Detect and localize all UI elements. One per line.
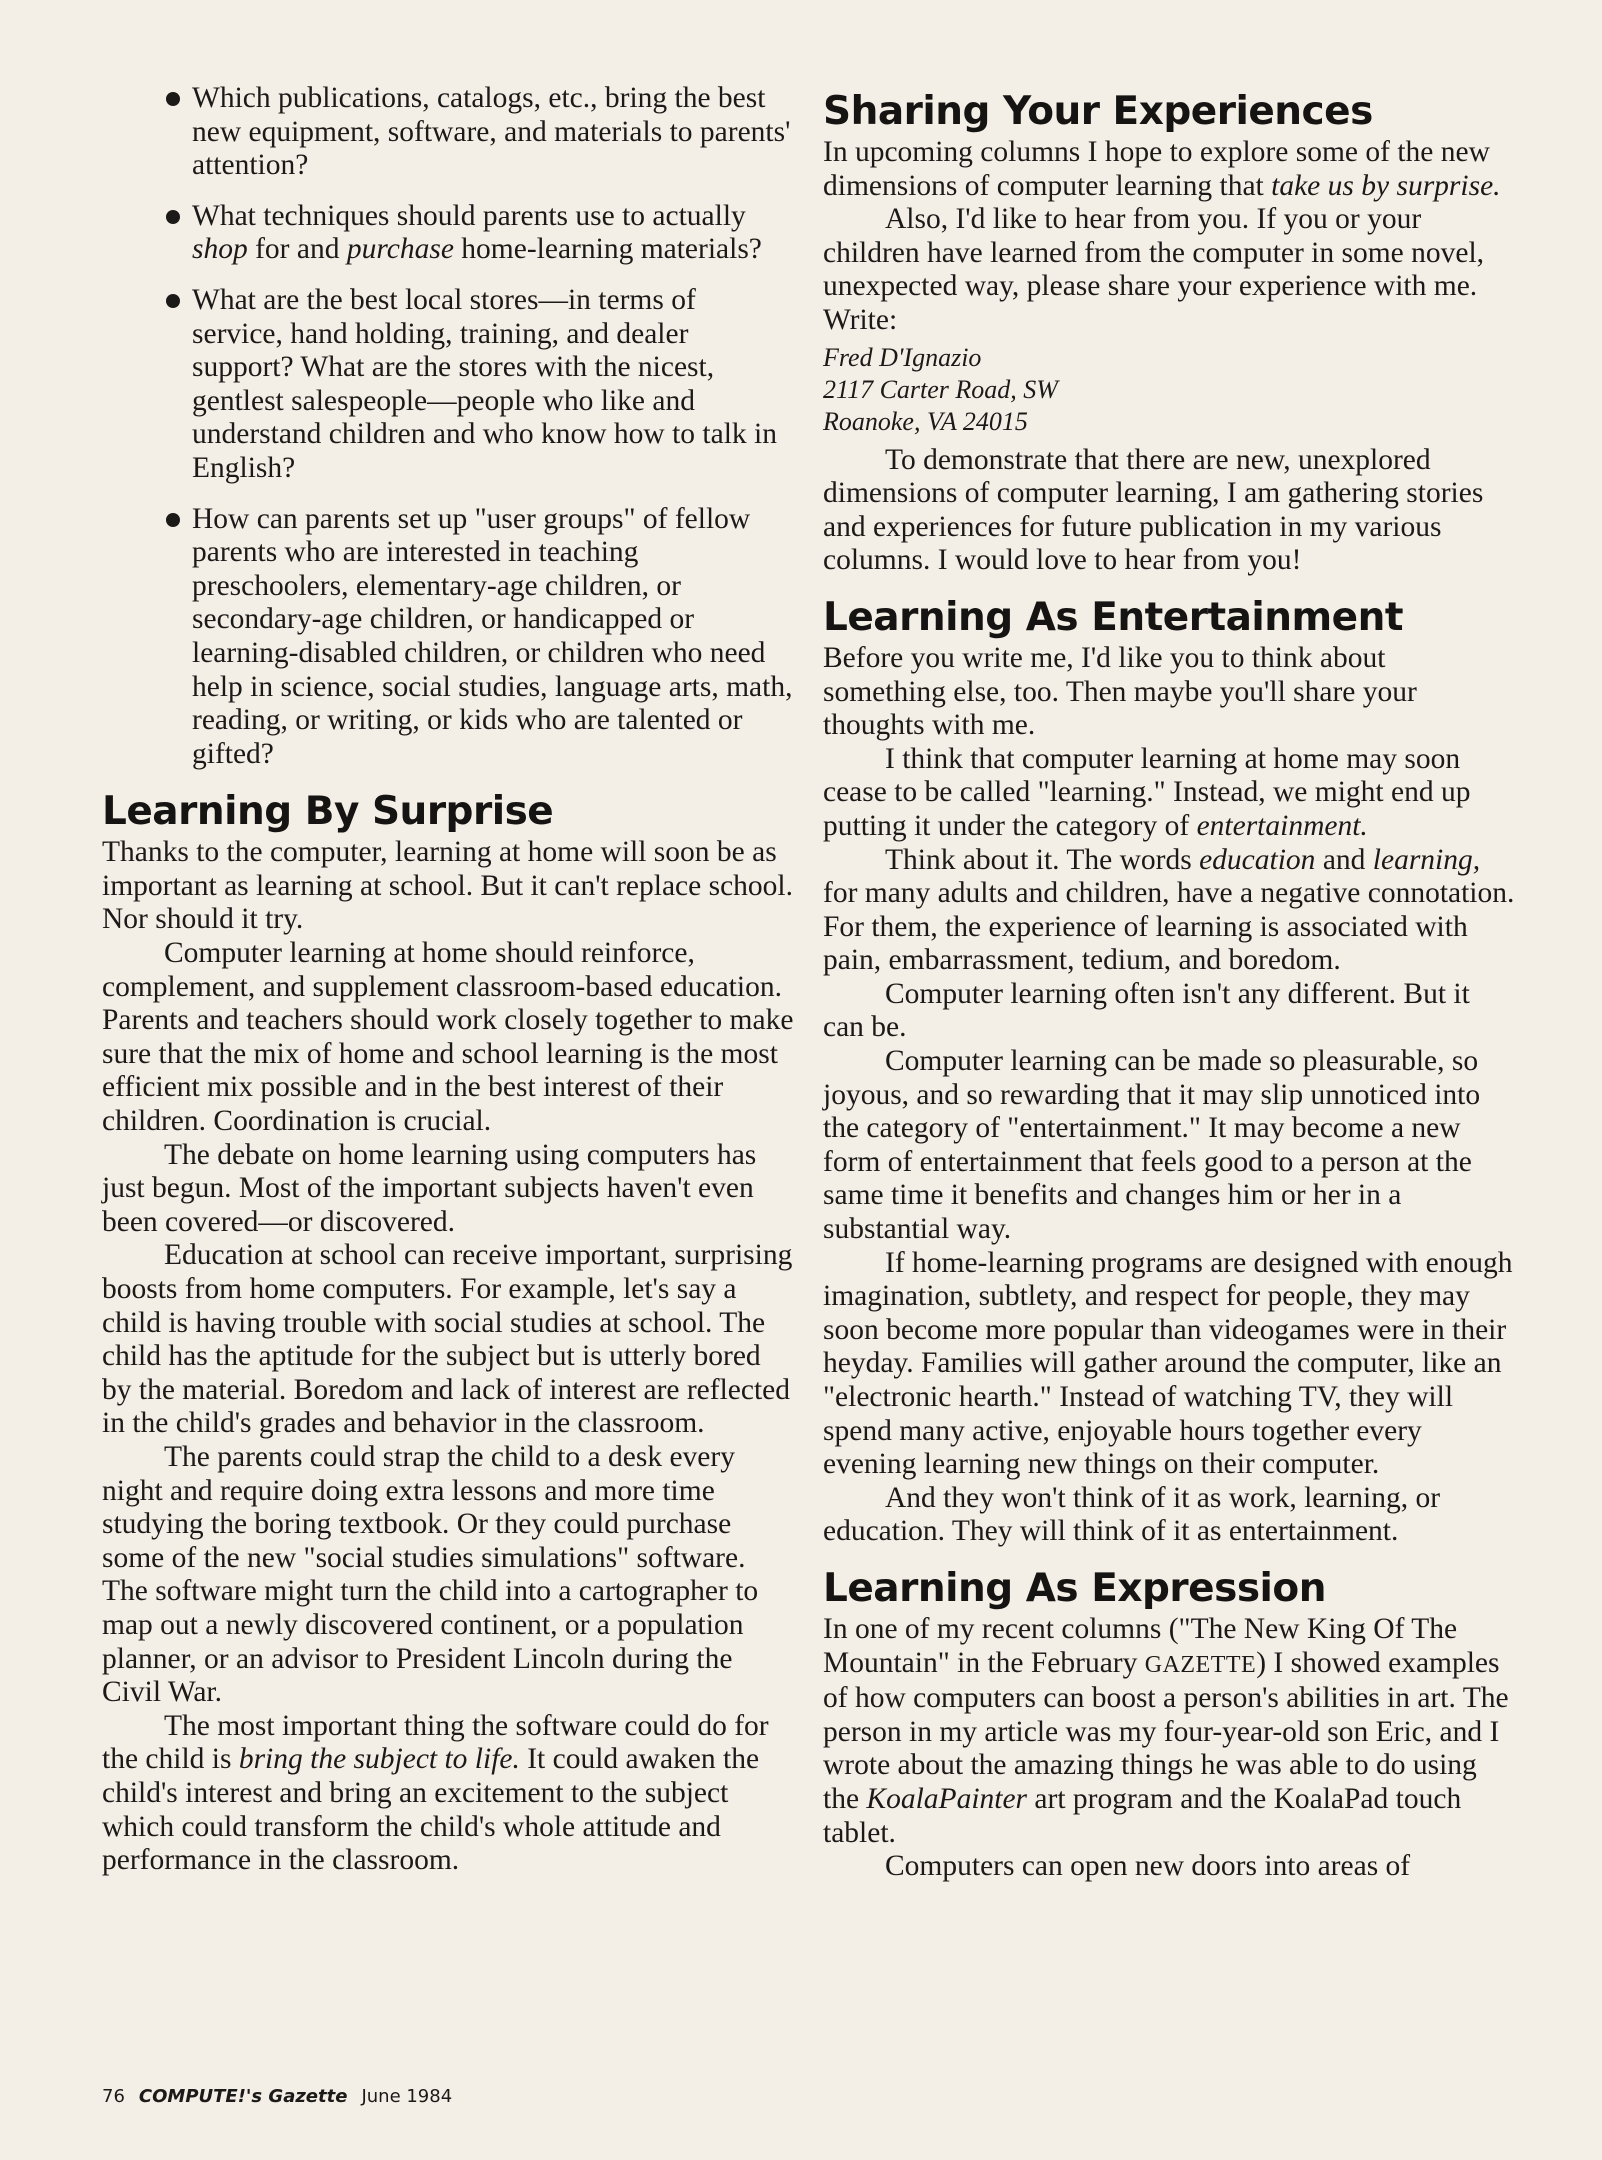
paragraph: Computer learning often isn't any different. But it can be. <box>823 977 1470 1044</box>
bullet-icon <box>166 210 180 224</box>
paragraph: The parents could strap the child to a desk every night and require doing extra lessons and more time studying the boring textbook. Or they could purchase some of the new "social studies simulations" software. The software might turn the child into a cartographer to map out a newly discovered continent, or a population planner, or an advisor to President Lincoln during the Civil War. <box>102 1440 759 1709</box>
mailing-address: Fred D'Ignazio 2117 Carter Road, SW Roanoke, VA 24015 <box>823 342 1058 436</box>
paragraph: The debate on home learning using computers has just begun. Most of the important subjects haven't even been covered—or discovered. <box>102 1138 757 1238</box>
paragraph: Computer learning can be made so pleasurable, so joyous, and so rewarding that it may slip unnoticed into the category of "entertainment." It may become a new form of entertainment that feels good to a person at the same time it benefits and changes him or her in a substantial way. <box>823 1045 1481 1246</box>
paragraph: Computers can open new doors into areas of <box>885 1850 1411 1883</box>
paragraph: Education at school can receive important, surprising boosts from home computers. For example, let's say a child is having trouble with social studies at school. The child has the aptitude for the subject but is utterly bored by the material. Boredom and lack of interest are reflected in the child's grades and behavior in the classroom. <box>102 1239 793 1440</box>
list-item: What techniques should parents use to actually shop for and purchase home-learning materials? <box>190 200 794 267</box>
paragraph: In one of my recent columns ("The New King Of The Mountain" in the February GAZETTE) I showed examples of how computers can boost a person's abilities in art. The person in my article was my four-year-old son Eric, and I wrote about the amazing things he was able to do using the KoalaPainter art program and the KoalaPad touch tablet. <box>823 1612 1509 1849</box>
paragraph: I think that computer learning at home may soon cease to be called "learning." Instead, we might end up putting it under the category of entertainment. <box>823 742 1471 842</box>
bullet-icon <box>166 92 180 106</box>
section-heading: Learning By Surprise <box>102 789 554 835</box>
section-heading: Learning As Entertainment <box>823 594 1404 640</box>
paragraph: And they won't think of it as work, learning, or education. They will think of it as entertainment. <box>823 1481 1441 1548</box>
issue-date: June 1984 <box>361 2086 453 2107</box>
bullet-icon <box>166 513 180 527</box>
list-item: Which publications, catalogs, etc., bring the best new equipment, software, and materials to parents' attention? <box>190 82 794 183</box>
page-footer <box>102 2086 452 2107</box>
list-item: How can parents set up "user groups" of fellow parents who are interested in teaching preschoolers, elementary-age children, or secondary-age children, or handicapped or learning-disabled children, or children who need help in science, social studies, language arts, math, reading, or writing, or kids who are talented or gifted? <box>190 503 794 772</box>
magazine-name: COMPUTE!'s Gazette <box>138 2086 348 2107</box>
paragraph: To demonstrate that there are new, unexplored dimensions of computer learning, I am gathering stories and experiences for future publication in my various columns. I would love to hear from you! <box>823 443 1484 577</box>
section-heading: Learning As Expression <box>823 1565 1326 1611</box>
paragraph: Thanks to the computer, learning at home will soon be as important as learning at school. But it can't replace school. Nor should it try. <box>102 836 793 936</box>
paragraph: Also, I'd like to hear from you. If you or your children have learned from the computer in some novel, unexpected way, please share your experience with me. Write: <box>823 203 1485 336</box>
page-number: 76 <box>102 2086 125 2107</box>
paragraph: Computer learning at home should reinforce, complement, and supplement classroom-based education. Parents and teachers should work closely together to make sure that the mix of home and school learning is the most efficient mix possible and in the best interest of their children. Coordination is crucial. <box>102 937 794 1138</box>
paragraph: Before you write me, I'd like you to think about something else, too. Then maybe you'll share your thoughts with me. <box>823 641 1417 742</box>
paragraph: Think about it. The words education and learning, for many adults and children, have a negative connotation. For them, the experience of learning is associated with pain, embarrassment, tedium, and boredom. <box>823 843 1515 977</box>
paragraph: If home-learning programs are designed with enough imagination, subtlety, and respect for people, they may soon become more popular than videogames were in their heyday. Families will gather around the computer, like an "electronic hearth." Instead of watching TV, they will spend many active, enjoyable hours together every evening learning new things on their computer. <box>823 1246 1513 1481</box>
right-column <box>823 88 1515 1884</box>
left-column <box>102 82 794 1878</box>
section-heading: Sharing Your Experiences <box>823 89 1373 134</box>
list-item: What are the best local stores—in terms of service, hand holding, training, and dealer support? What are the stores with the nicest, gentlest salespeople—people who like and understand children and who know how to talk in English? <box>190 284 794 486</box>
question-list <box>102 82 794 771</box>
paragraph: The most important thing the software could do for the child is bring the subject to life. It could awaken the child's interest and bring an excitement to the subject which could transform the child's whole attitude and performance in the classroom. <box>102 1709 769 1877</box>
paragraph: In upcoming columns I hope to explore some of the new dimensions of computer learning that take us by surprise. <box>823 136 1501 202</box>
bullet-icon <box>166 294 180 308</box>
